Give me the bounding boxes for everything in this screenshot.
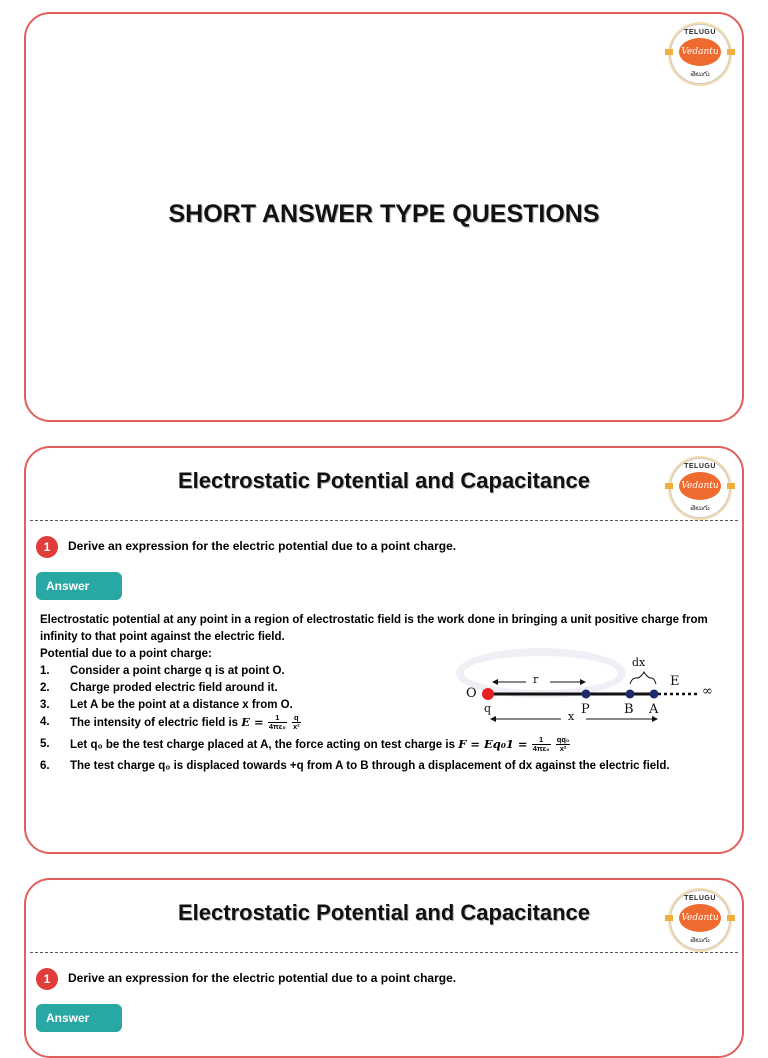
list-item	[40, 736, 730, 758]
fraction	[292, 714, 301, 731]
dashed-divider	[30, 520, 738, 521]
logo-bottom-text: తెలుగు	[690, 937, 710, 944]
step-number: 1.	[40, 665, 50, 677]
fraction	[268, 714, 287, 731]
vedantu-logo	[670, 24, 730, 84]
logo-stripe-right	[727, 49, 735, 55]
label-r: r	[533, 673, 539, 686]
answer-button[interactable]: Answer	[36, 1004, 122, 1032]
label-P: P	[581, 702, 590, 717]
r-arrowhead-right	[580, 679, 586, 685]
question-number-badge: 1	[36, 968, 58, 990]
fraction-denominator: 4πε₀	[532, 744, 550, 754]
dashed-divider	[30, 952, 738, 953]
equation-lhs: E =	[241, 715, 264, 729]
logo-top-text: TELUGU	[684, 463, 716, 470]
fraction-denominator: x²	[292, 722, 300, 732]
point-A	[650, 690, 659, 699]
slide-title-card	[24, 12, 744, 422]
point-P	[582, 690, 591, 699]
step-text: Let A be the point at a distance x from O.	[70, 699, 293, 711]
step-number: 4.	[40, 716, 50, 728]
question-card	[24, 878, 744, 1058]
step-number: 3.	[40, 699, 50, 711]
label-infinity: ∞	[702, 684, 713, 699]
step-number: 6.	[40, 760, 50, 772]
fraction	[532, 736, 551, 753]
intro-paragraph: Electrostatic potential at any point in a region of electrostatic field is the work done in bringing a unit positive charge from infinity to that point against the electric field.	[40, 614, 708, 643]
step-number: 2.	[40, 682, 50, 694]
fraction-numerator: qq₀	[556, 735, 570, 745]
x-arrowhead-left	[490, 716, 496, 722]
logo-brand: Vedantu	[679, 38, 721, 66]
r-arrowhead-left	[492, 679, 498, 685]
answer-button[interactable]: Answer	[36, 572, 122, 600]
charge-point-O	[482, 688, 494, 700]
logo-top-text: TELUGU	[684, 895, 716, 902]
list-item	[40, 758, 730, 775]
card-title: Electrostatic Potential and Capacitance	[177, 900, 591, 925]
fraction-denominator: 4πε₀	[268, 722, 286, 732]
question-number-badge: 1	[36, 536, 58, 558]
question-text: Derive an expression for the electric potential due to a point charge.	[68, 971, 457, 985]
logo-brand: Vedantu	[679, 904, 721, 932]
step-text: Charge proded electric field around it.	[70, 682, 278, 694]
equation-lhs: F = Eq₀1 =	[458, 737, 528, 751]
fraction-numerator: 1	[268, 714, 287, 723]
label-x: x	[568, 710, 575, 723]
fraction	[556, 736, 571, 753]
subheading: Potential due to a point charge:	[40, 648, 212, 660]
question-text: Derive an expression for the electric potential due to a point charge.	[68, 539, 457, 553]
slide-title: SHORT ANSWER TYPE QUESTIONS	[168, 200, 600, 228]
step-text: Let q₀ be the test charge placed at A, the force acting on test charge is	[70, 739, 455, 751]
logo-stripe-left	[665, 49, 673, 55]
step-number: 5.	[40, 738, 50, 750]
label-A: A	[649, 702, 659, 717]
logo-bottom-text: తెలుగు	[690, 71, 710, 78]
label-E: E	[670, 674, 680, 689]
fraction-denominator: x²	[559, 744, 567, 754]
label-B: B	[624, 702, 634, 717]
point-charge-diagram	[426, 646, 726, 736]
dx-brace	[630, 672, 656, 684]
label-O: O	[466, 686, 477, 701]
step-text: Consider a point charge q is at point O.	[70, 665, 285, 677]
label-dx: dx	[632, 656, 646, 669]
label-q: q	[484, 702, 492, 715]
fraction-numerator: q	[292, 714, 301, 723]
logo-top-text: TELUGU	[684, 29, 716, 36]
step-text: The test charge q₀ is displaced towards +q from A to B through a displacement of dx against the electric field.	[70, 760, 670, 772]
step-text: The intensity of electric field is	[70, 717, 239, 729]
card-title: Electrostatic Potential and Capacitance	[177, 468, 591, 493]
logo-bottom-text: తెలుగు	[690, 505, 710, 512]
fraction-numerator: 1	[532, 736, 551, 745]
point-B	[626, 690, 635, 699]
logo-brand: Vedantu	[679, 472, 721, 500]
question-card	[24, 446, 744, 854]
